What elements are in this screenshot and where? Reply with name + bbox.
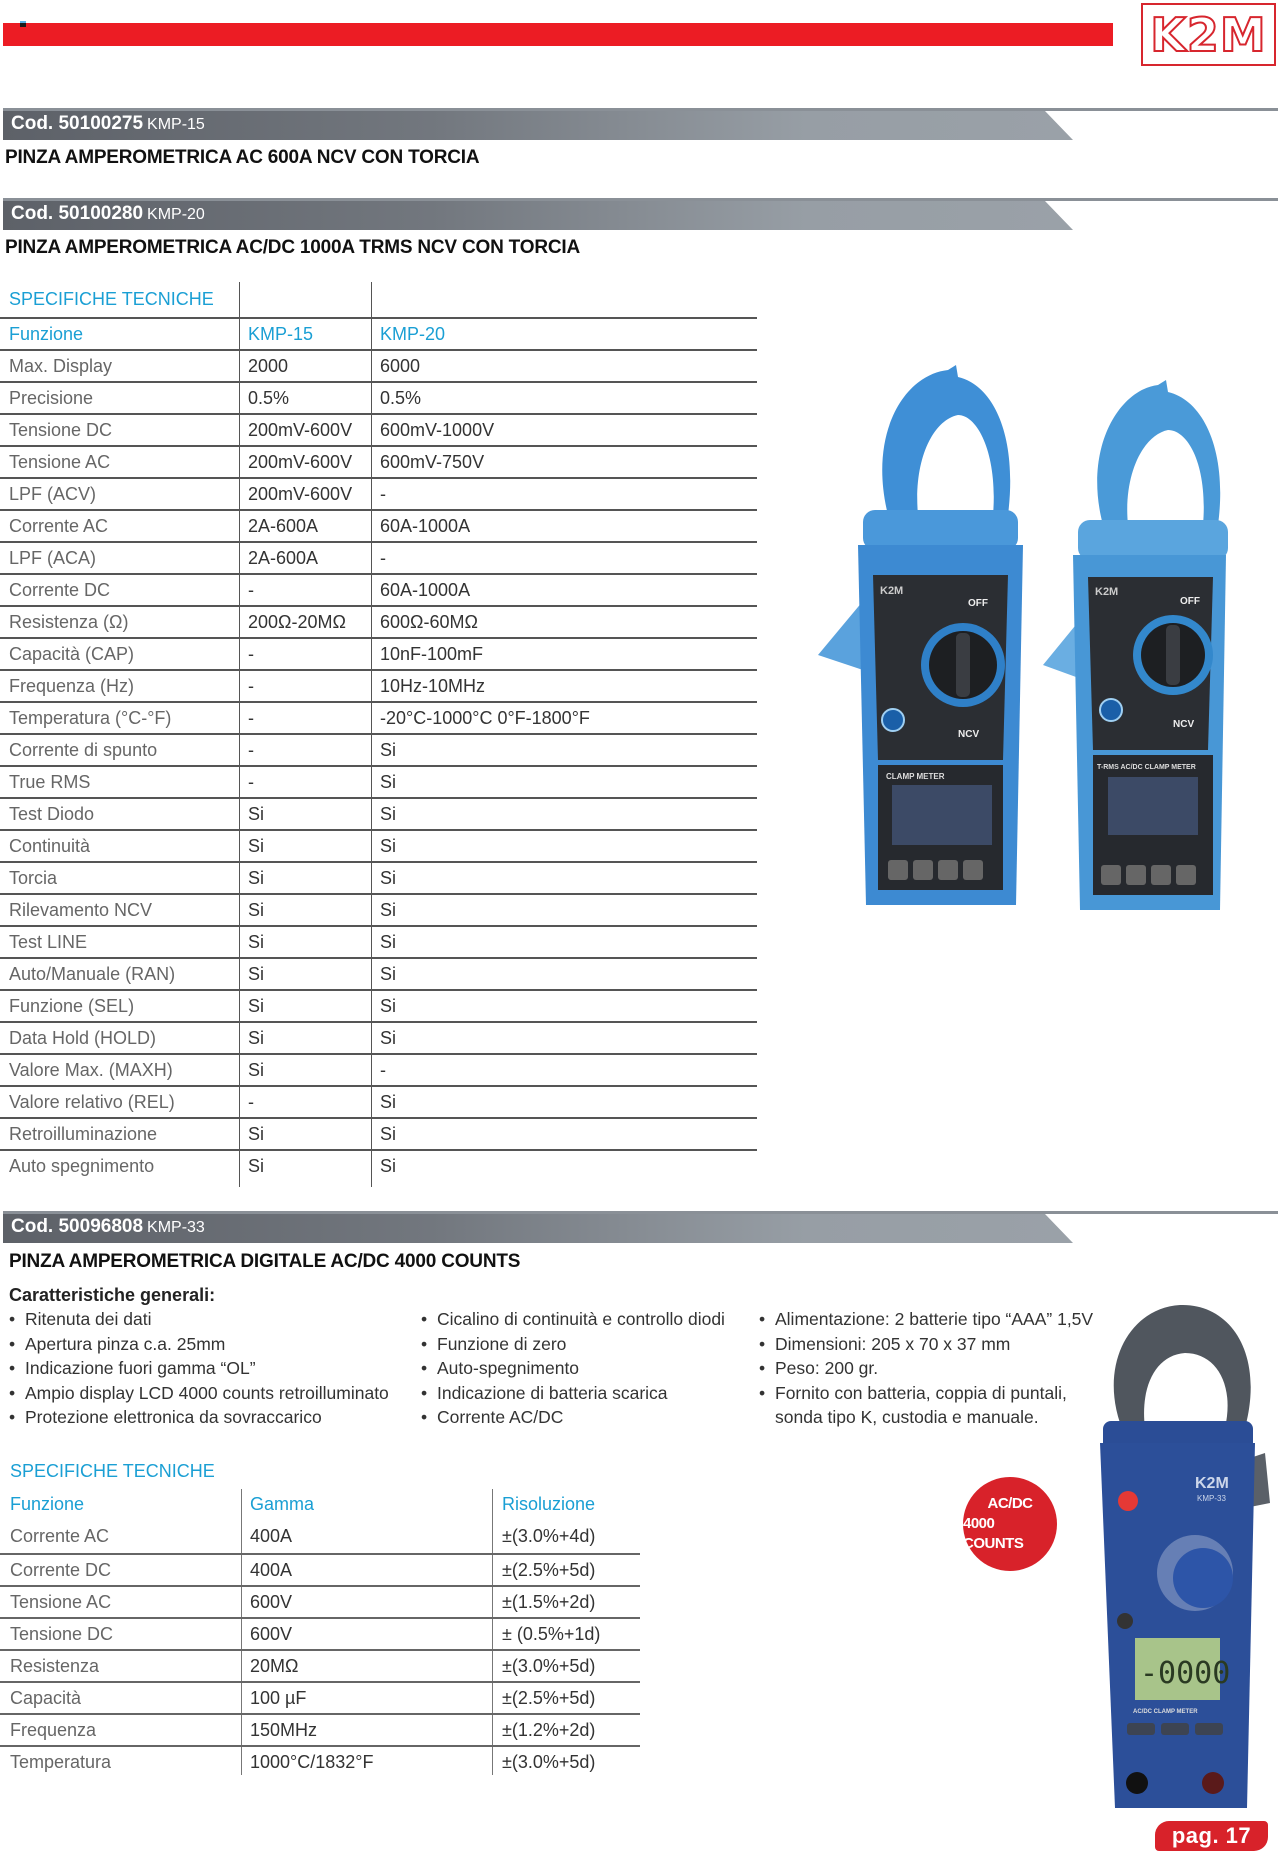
table-cell: Si [248,836,265,856]
table-cell: - [248,740,254,760]
spec-table-kmp15-kmp20 [0,282,757,1185]
code-number: Cod. 50100275 [11,113,144,134]
table-title: SPECIFICHE TECNICHE [9,289,214,309]
features-list-1 [9,1309,389,1432]
column-header-kmp15: KMP-15 [248,324,314,344]
table-cell: 600V [250,1624,293,1644]
feature-item-continuation: sonda tipo K, custodia e manuale. [775,1407,1039,1427]
header-red-bar [3,23,1113,46]
feature-item: • Indicazione fuori gamma “OL” [9,1358,389,1383]
table-cell: 100 µF [250,1688,307,1708]
spec-table-kmp33 [0,1489,640,1777]
features-list-2 [421,1309,725,1432]
column-header-funzione: Funzione [10,1494,85,1514]
table-row [0,1117,757,1149]
table-row [0,381,757,413]
table-cell: Corrente DC [10,1560,112,1580]
table-cell: Resistenza [10,1656,100,1676]
table-cell: 2A-600A [248,548,319,568]
feature-item: • Ritenuta dei dati [9,1309,389,1334]
table-cell: Corrente DC [9,580,111,600]
table-cell: Si [248,900,265,920]
table-row [0,1745,640,1777]
table-row [0,413,757,445]
table-cell: - [248,1092,254,1112]
column-header-gamma: Gamma [250,1494,315,1514]
product-code-band-kmp20 [3,198,1278,230]
table-cell: Tensione DC [9,420,113,440]
table-cell: 20MΩ [250,1656,299,1676]
table-cell: Si [248,996,265,1016]
table-cell: Corrente di spunto [9,740,158,760]
table-body [0,1521,640,1777]
table-cell: Tensione AC [9,452,111,472]
table-cell: Temperatura (°C-°F) [9,708,172,728]
svg-text:AC/DC CLAMP METER: AC/DC CLAMP METER [1133,1709,1198,1715]
table-row [0,509,757,541]
table-cell: 60A-1000A [380,516,471,536]
table-cell: Temperatura [10,1752,112,1772]
ac-dc-4000-counts-badge [963,1477,1057,1571]
table-cell: Capacità [10,1688,82,1708]
table-cell: Si [380,996,397,1016]
table-row [0,1681,640,1713]
table-cell: Si [380,900,397,920]
svg-text:OFF: OFF [968,598,988,609]
table-cell: ±(1.5%+2d) [502,1592,596,1612]
table-row [0,1553,640,1585]
product-title-kmp15: PINZA AMPEROMETRICA AC 600A NCV CON TORCIA [5,147,480,168]
table-cell: Si [248,1060,265,1080]
table-cell: - [248,708,254,728]
table-cell: ±(3.0%+5d) [502,1656,596,1676]
table-row [0,1521,640,1553]
svg-text:OFF: OFF [1180,596,1200,607]
table-cell: 600mV-750V [380,452,485,472]
features-list-3 [759,1309,1093,1432]
features-title: Caratteristiche generali: [9,1285,216,1305]
badge-line-2: 4000 COUNTS [963,1514,1024,1553]
table-cell: ±(3.0%+4d) [502,1526,596,1546]
svg-text:KMP-33: KMP-33 [1197,1494,1226,1503]
table-cell: 2000 [248,356,289,376]
table-row [0,1617,640,1649]
table-cell: Test Diodo [9,804,95,824]
code-number: Cod. 50096808 [11,1216,144,1237]
product-code-band-kmp33 [3,1211,1278,1243]
table-row [0,1649,640,1681]
column-header-risoluzione: Risoluzione [502,1494,596,1514]
print-mark [20,21,26,27]
table-cell: ±(2.5%+5d) [502,1688,596,1708]
product-title-kmp20: PINZA AMPEROMETRICA AC/DC 1000A TRMS NCV CON TORCIA [5,237,580,258]
table-header-row [0,1489,640,1521]
svg-text:-0000: -0000 [1140,1656,1231,1691]
feature-item: • Funzione di zero [421,1334,725,1359]
feature-item: • Cicalino di continuità e controllo diodi [421,1309,725,1334]
model-name: KMP-33 [147,1219,205,1236]
product-image-kmp15-kmp20 [808,365,1228,920]
table-cell: 200mV-600V [248,420,353,440]
table-row [0,893,757,925]
table-cell: LPF (ACV) [9,484,97,504]
badge-line-1: AC/DC [987,1494,1033,1512]
table-cell: ± (0.5%+1d) [502,1624,601,1644]
band-rule [3,1211,1278,1214]
table-cell: Si [248,964,265,984]
table-cell: - [380,484,386,504]
table-cell: Max. Display [9,356,113,376]
table-cell: Si [380,804,397,824]
table-cell: 6000 [380,356,421,376]
product-code-band-kmp15 [3,108,1278,140]
model-name: KMP-15 [147,116,205,133]
table-row [0,797,757,829]
table-cell: 600V [250,1592,293,1612]
product-code [11,113,205,135]
table-cell: - [248,772,254,792]
table-cell: Retroilluminazione [9,1124,158,1144]
table-cell: Si [248,868,265,888]
table-cell: 200mV-600V [248,484,353,504]
table-row [0,1085,757,1117]
table-cell: 400A [250,1560,293,1580]
table-header-row [0,317,757,349]
product-image-kmp33 [1085,1303,1270,1823]
table-cell: ±(2.5%+5d) [502,1560,596,1580]
table-cell: Valore Max. (MAXH) [9,1060,173,1080]
band-rule [3,108,1278,111]
table-row [0,765,757,797]
table-row [0,1713,640,1745]
table-cell: Corrente AC [9,516,109,536]
table-cell: 0.5% [248,388,290,408]
table-row [0,541,757,573]
table-cell: - [380,548,386,568]
feature-item: • Fornito con batteria, coppia di puntali, [759,1383,1093,1408]
table-cell: - [248,676,254,696]
table-body [0,349,757,1185]
table-cell: Capacità (CAP) [9,644,135,664]
table-cell: Si [380,932,397,952]
table-cell: 200Ω-20MΩ [248,612,346,632]
table-cell: Si [380,740,397,760]
feature-item: • Alimentazione: 2 batterie tipo “AAA” 1,5V [759,1309,1093,1334]
table-cell: 0.5% [380,388,422,408]
table-cell: -20°C-1000°C 0°F-1800°F [380,708,590,728]
clamp-meters-illustration [808,365,1228,920]
table-cell: Frequenza (Hz) [9,676,135,696]
table-row [0,1053,757,1085]
svg-text:CLAMP METER: CLAMP METER [886,772,945,781]
column-header-kmp20: KMP-20 [380,324,446,344]
clamp-meter-kmp20 [1043,380,1228,910]
table-cell: Si [248,1124,265,1144]
table-cell: ±(3.0%+5d) [502,1752,596,1772]
feature-item: • Ampio display LCD 4000 counts retroilluminato [9,1383,389,1408]
code-number: Cod. 50100280 [11,203,144,224]
table-caption [0,282,757,317]
table-cell: Frequenza [10,1720,97,1740]
table-cell: LPF (ACA) [9,548,97,568]
table-cell: ±(1.2%+2d) [502,1720,596,1740]
table-row [0,829,757,861]
table-row [0,445,757,477]
product-title-kmp33: PINZA AMPEROMETRICA DIGITALE AC/DC 4000 COUNTS [9,1251,521,1272]
column-header-funzione: Funzione [9,324,84,344]
product-code [11,1216,205,1238]
product-code [11,203,205,225]
table-row [0,349,757,381]
table-cell: Torcia [9,868,58,888]
table-row [0,957,757,989]
svg-text:NCV: NCV [958,729,980,740]
table-cell: Valore relativo (REL) [9,1092,175,1112]
table-title-kmp33: SPECIFICHE TECNICHE [10,1461,215,1481]
feature-item: • Protezione elettronica da sovraccarico [9,1407,389,1432]
table-cell: True RMS [9,772,91,792]
table-row [0,669,757,701]
table-cell: Resistenza (Ω) [9,612,129,632]
table-cell: - [248,580,254,600]
table-cell: Continuità [9,836,91,856]
table-cell: 400A [250,1526,293,1546]
table-row [0,989,757,1021]
table-cell: 10nF-100mF [380,644,484,664]
feature-item: • Dimensioni: 205 x 70 x 37 mm [759,1334,1093,1359]
table-cell: Rilevamento NCV [9,900,153,920]
table-row [0,1149,757,1185]
model-name: KMP-20 [147,206,205,223]
table-row [0,733,757,765]
table-cell: Funzione (SEL) [9,996,135,1016]
table-cell: 150MHz [250,1720,318,1740]
feature-item: • Peso: 200 gr. [759,1358,1093,1383]
table-cell: 1000°C/1832°F [250,1752,374,1772]
table-cell: Si [380,772,397,792]
svg-text:NCV: NCV [1173,719,1195,730]
table-row [0,637,757,669]
clamp-meter-kmp15 [818,365,1023,905]
table-cell: Corrente AC [10,1526,110,1546]
table-cell: Tensione DC [10,1624,114,1644]
brand-logo-text: K2M [1150,7,1267,62]
table-cell: Test LINE [9,932,88,952]
table-cell: Si [380,1028,397,1048]
table-row [0,1585,640,1617]
table-row [0,573,757,605]
table-cell: Si [380,868,397,888]
table-cell: 10Hz-10MHz [380,676,486,696]
table-cell: Si [248,804,265,824]
table-cell: Si [380,836,397,856]
table-row [0,1021,757,1053]
table-cell: Si [248,1156,265,1176]
table-cell: Si [380,1092,397,1112]
brand-logo [1141,3,1276,66]
table-cell: 200mV-600V [248,452,353,472]
table-row [0,701,757,733]
table-cell: Auto spegnimento [9,1156,155,1176]
table-cell: Si [248,1028,265,1048]
table-cell: Si [248,932,265,952]
table-cell: Si [380,1156,397,1176]
table-cell: 600mV-1000V [380,420,495,440]
svg-text:K2M: K2M [880,585,904,597]
table-cell: 2A-600A [248,516,319,536]
svg-text:T-RMS AC/DC CLAMP METER: T-RMS AC/DC CLAMP METER [1097,764,1196,771]
svg-text:K2M: K2M [1195,1475,1229,1492]
table-cell: Tensione AC [10,1592,112,1612]
feature-item: • Apertura pinza c.a. 25mm [9,1334,389,1359]
table-row [0,925,757,957]
table-cell: Si [380,1124,397,1144]
table-row [0,477,757,509]
table-cell: - [380,1060,386,1080]
svg-text:K2M: K2M [1095,586,1119,598]
table-cell: Precisione [9,388,94,408]
feature-item: • Auto-spegnimento [421,1358,725,1383]
table-cell: Data Hold (HOLD) [9,1028,157,1048]
table-cell: 600Ω-60MΩ [380,612,478,632]
band-rule [3,198,1278,201]
table-cell: 60A-1000A [380,580,471,600]
clamp-meter-kmp33 [1085,1303,1270,1823]
table-cell: - [248,644,254,664]
table-row [0,605,757,637]
feature-item: • Indicazione di batteria scarica [421,1383,725,1408]
table-row [0,861,757,893]
table-cell: Auto/Manuale (RAN) [9,964,176,984]
table-cell: Si [380,964,397,984]
page-number: pag. 17 [1155,1821,1268,1851]
feature-item: • Corrente AC/DC [421,1407,725,1432]
